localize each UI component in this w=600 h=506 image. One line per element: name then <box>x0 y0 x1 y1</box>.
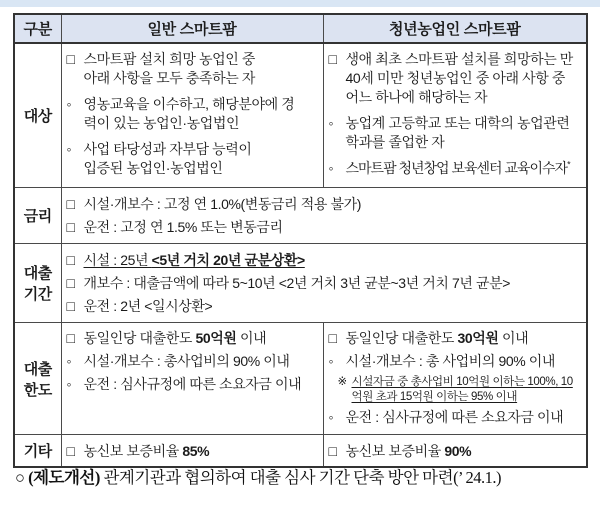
cell-etc-youth <box>323 435 587 467</box>
line-text <box>84 274 583 293</box>
checkbox-marker-icon: □ <box>328 443 337 459</box>
line-text <box>84 140 319 178</box>
line-text <box>346 114 583 152</box>
text-run: 운전 : 심사규정에 따른 소요자금 이내 <box>345 409 564 425</box>
text-run: 아래 사항을 모두 충족하는 자 <box>83 70 255 86</box>
text-line <box>329 352 583 371</box>
text-run: 농신보 보증비율 <box>345 443 445 459</box>
line-text <box>346 159 583 178</box>
text-run: 시설자금 중 총사업비 10억원 이하는 100%, 10 <box>351 376 573 388</box>
bullet-marker-icon: ◦ <box>328 160 333 176</box>
row-label-target: 대상 <box>14 43 61 188</box>
line-text <box>346 50 583 107</box>
cell-target-general <box>61 43 323 188</box>
text-line <box>67 442 319 461</box>
text-run: 시설·개보수 : 총사업비의 90% 이내 <box>83 353 290 369</box>
line-text <box>84 50 319 88</box>
text-line <box>67 95 319 133</box>
text-line <box>67 352 319 371</box>
text-run: 이내 <box>236 330 267 346</box>
text-line <box>338 375 583 405</box>
text-run: 시설 : 25년 <box>83 252 152 268</box>
text-run: 입증된 농업인·농업법인 <box>83 160 223 176</box>
text-run: 이내 <box>498 330 529 346</box>
row-label-limit: 대출한도 <box>14 323 61 435</box>
cell-rate <box>61 188 587 244</box>
line-text <box>346 408 583 427</box>
line-text <box>84 297 583 316</box>
text-run: 농신보 보증비율 <box>83 443 183 459</box>
line-text <box>346 352 583 371</box>
row-target <box>14 43 587 188</box>
text-line <box>329 408 583 427</box>
line-text <box>84 218 583 237</box>
col-header-general-smartfarm: 일반 스마트팜 <box>61 14 323 43</box>
row-label-etc: 기타 <box>14 435 61 467</box>
text-run: 운전 : 심사규정에 따른 소요자금 이내 <box>83 376 302 392</box>
cell-period <box>61 244 587 323</box>
cell-target-youth <box>323 43 587 188</box>
smartfarm-loan-table <box>13 13 588 468</box>
checkbox-marker-icon: □ <box>66 51 75 67</box>
text-line <box>67 251 583 270</box>
text-line <box>67 329 319 348</box>
text-run: 스마트팜 설치 희망 농업인 중 <box>83 51 255 67</box>
row-label-period: 대출기간 <box>14 244 61 323</box>
text-run: * <box>567 159 570 170</box>
bullet-marker-icon: ◦ <box>328 353 334 369</box>
footnote-system-improvement <box>15 464 590 488</box>
bullet-marker-icon: ◦ <box>66 96 72 112</box>
reference-marker-icon: ※ <box>337 376 347 388</box>
text-run: 40세 미만 청년농업인 중 아래 사항 중 <box>345 70 565 86</box>
text-run: 생애 최초 스마트팜 설치를 희망하는 만 <box>345 51 573 67</box>
text-run: 개보수 : 대출금액에 따라 5~10년 <2년 거치 3년 균분~3년 거치 7년 균분> <box>83 275 511 291</box>
text-line <box>329 329 583 348</box>
text-line <box>67 218 583 237</box>
text-run: 운전 : 고정 연 1.5% 또는 변동금리 <box>83 219 283 235</box>
col-header-category: 구분 <box>14 14 61 43</box>
text-run: 50억원 <box>195 330 237 346</box>
text-run: 력이 있는 농업인·농업법인 <box>83 115 240 131</box>
cell-limit-general <box>61 323 323 435</box>
text-run: 85% <box>182 443 210 459</box>
bullet-marker-icon: ◦ <box>66 376 72 392</box>
text-line <box>329 50 583 107</box>
text-run: 학과를 졸업한 자 <box>345 134 445 150</box>
text-run: ○ <box>15 468 29 487</box>
text-run: 관계기관과 협의하여 대출 심사 기간 단축 방안 마련(’ 24.1.) <box>99 468 501 487</box>
text-run: 30억원 <box>457 330 499 346</box>
line-text <box>84 195 583 214</box>
row-loan-period <box>14 244 587 323</box>
cell-limit-youth <box>323 323 587 435</box>
checkbox-marker-icon: □ <box>66 330 75 346</box>
line-text <box>84 352 319 371</box>
text-line <box>67 140 319 178</box>
row-interest-rate <box>14 188 587 244</box>
checkbox-marker-icon: □ <box>66 219 75 235</box>
text-line <box>67 195 583 214</box>
checkbox-marker-icon: □ <box>66 252 75 268</box>
bullet-marker-icon: ◦ <box>66 353 72 369</box>
text-run: 억원 초과 15억원 이하는 95% 이내 <box>351 391 518 403</box>
line-text <box>84 329 319 348</box>
text-run: 농업계 고등학교 또는 대학의 농업관련 <box>345 115 570 131</box>
cell-etc-general <box>61 435 323 467</box>
text-run: 시설·개보수 : 총 사업비의 90% 이내 <box>345 353 556 369</box>
header-row <box>14 14 587 43</box>
text-run: 어느 하나에 해당하는 자 <box>345 89 488 105</box>
col-header-youth-smartfarm: 청년농업인 스마트팜 <box>323 14 587 43</box>
top-strip <box>0 0 600 7</box>
line-text <box>346 329 583 348</box>
bullet-marker-icon: ◦ <box>328 409 334 425</box>
text-run: 영농교육을 이수하고, 해당분야에 경 <box>83 96 295 112</box>
row-etc <box>14 435 587 467</box>
checkbox-marker-icon: □ <box>328 51 337 67</box>
text-run: 동일인당 대출한도 <box>83 330 196 346</box>
row-loan-limit <box>14 323 587 435</box>
text-line <box>329 114 583 152</box>
text-run: <5년 거치 20년 균분상환> <box>151 252 305 268</box>
checkbox-marker-icon: □ <box>328 330 337 346</box>
bullet-marker-icon: ◦ <box>328 115 334 131</box>
line-text <box>84 442 319 461</box>
line-text <box>84 375 319 394</box>
line-text <box>84 95 319 133</box>
text-line <box>67 297 583 316</box>
checkbox-marker-icon: □ <box>66 275 75 291</box>
text-line <box>329 442 583 461</box>
text-line <box>67 274 583 293</box>
text-run: 운전 : 2년 <일시상환> <box>83 298 213 314</box>
text-run: 시설·개보수 : 고정 연 1.0%(변동금리 적용 불가) <box>83 196 362 212</box>
checkbox-marker-icon: □ <box>66 196 75 212</box>
text-line <box>67 375 319 394</box>
line-text <box>352 375 583 405</box>
line-text <box>84 251 583 270</box>
text-run: 동일인당 대출한도 <box>345 330 458 346</box>
bullet-marker-icon: ◦ <box>66 141 72 157</box>
checkbox-marker-icon: □ <box>66 298 75 314</box>
checkbox-marker-icon: □ <box>66 443 75 459</box>
text-run: 스마트팜 청년창업 보육센터 교육이수자 <box>345 160 568 176</box>
text-line <box>67 50 319 88</box>
row-label-rate: 금리 <box>14 188 61 244</box>
text-run: 사업 타당성과 자부담 능력이 <box>83 141 252 157</box>
text-line <box>329 159 583 178</box>
line-text <box>346 442 583 461</box>
text-run: (제도개선) <box>28 468 100 487</box>
text-run: 90% <box>444 443 472 459</box>
